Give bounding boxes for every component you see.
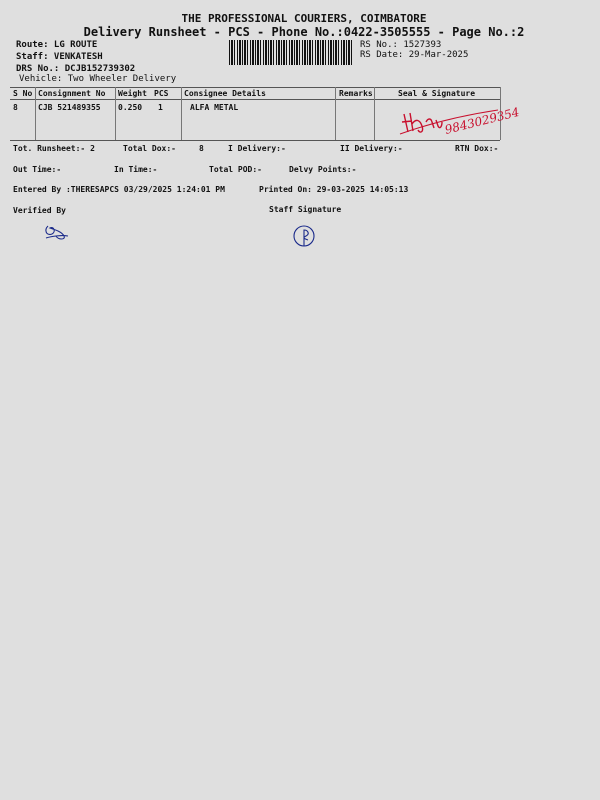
rtn-dox: RTN Dox:- bbox=[455, 144, 499, 153]
drs-number: DRS No.: DCJB152739302 bbox=[16, 64, 136, 74]
header-consignee: Consignee Details bbox=[184, 89, 266, 98]
table-header-border bbox=[10, 99, 500, 100]
header-sno: S No bbox=[13, 89, 33, 98]
printed-on: Printed On: 29-03-2025 14:05:13 bbox=[259, 185, 409, 194]
cell-pcs: 1 bbox=[158, 103, 163, 112]
vehicle-label: Vehicle: Two Wheeler Delivery bbox=[19, 74, 177, 84]
total-pod: Total POD:- bbox=[209, 165, 262, 174]
rs-number: RS No.: 1527393 bbox=[360, 40, 442, 50]
ii-delivery: II Delivery:- bbox=[340, 144, 403, 153]
rs-date: RS Date: 29-Mar-2025 bbox=[360, 50, 469, 60]
table-top-border bbox=[10, 87, 500, 88]
i-delivery: I Delivery:- bbox=[228, 144, 286, 153]
total-dox-label: Total Dox:- bbox=[123, 144, 176, 153]
cell-consignment: CJB 521489355 bbox=[38, 103, 101, 112]
cell-consignee: ALFA METAL bbox=[190, 103, 239, 112]
staff-signature-label: Staff Signature bbox=[269, 205, 342, 214]
runsheet-subtitle: Delivery Runsheet - PCS - Phone No.:0422-3505555 - Page No.:2 bbox=[83, 25, 525, 39]
tot-runsheet: Tot. Runsheet:- 2 bbox=[13, 144, 95, 153]
total-dox-value: 8 bbox=[199, 144, 204, 153]
staff-label: Staff: VENKATESH bbox=[16, 52, 103, 62]
route-label: Route: LG ROUTE bbox=[16, 40, 98, 50]
column-divider bbox=[181, 87, 182, 140]
header-remarks: Remarks bbox=[339, 89, 373, 98]
cell-sno: 8 bbox=[13, 103, 18, 112]
out-time: Out Time:- bbox=[13, 165, 62, 174]
delvy-points: Delvy Points:- bbox=[289, 165, 357, 174]
signature-phone-number: 9843029354 bbox=[443, 104, 521, 137]
header-consignment: Consignment No bbox=[38, 89, 106, 98]
consignee-signature bbox=[398, 104, 538, 144]
column-divider bbox=[374, 87, 375, 140]
in-time: In Time:- bbox=[114, 165, 158, 174]
verified-by-signature bbox=[42, 222, 72, 242]
entered-by: Entered By :THERESAPCS 03/29/2025 1:24:01 PM bbox=[13, 185, 225, 194]
company-title: THE PROFESSIONAL COURIERS, COIMBATORE bbox=[181, 12, 427, 25]
verified-by-label: Verified By bbox=[13, 206, 66, 215]
cell-weight: 0.250 bbox=[118, 103, 143, 112]
column-divider bbox=[335, 87, 336, 140]
staff-signature bbox=[292, 224, 322, 250]
barcode-image bbox=[229, 40, 352, 65]
column-divider bbox=[35, 87, 36, 140]
column-divider bbox=[115, 87, 116, 140]
header-pcs: PCS bbox=[154, 89, 169, 98]
header-weight: Weight bbox=[118, 89, 147, 98]
header-seal-signature: Seal & Signature bbox=[398, 89, 476, 98]
